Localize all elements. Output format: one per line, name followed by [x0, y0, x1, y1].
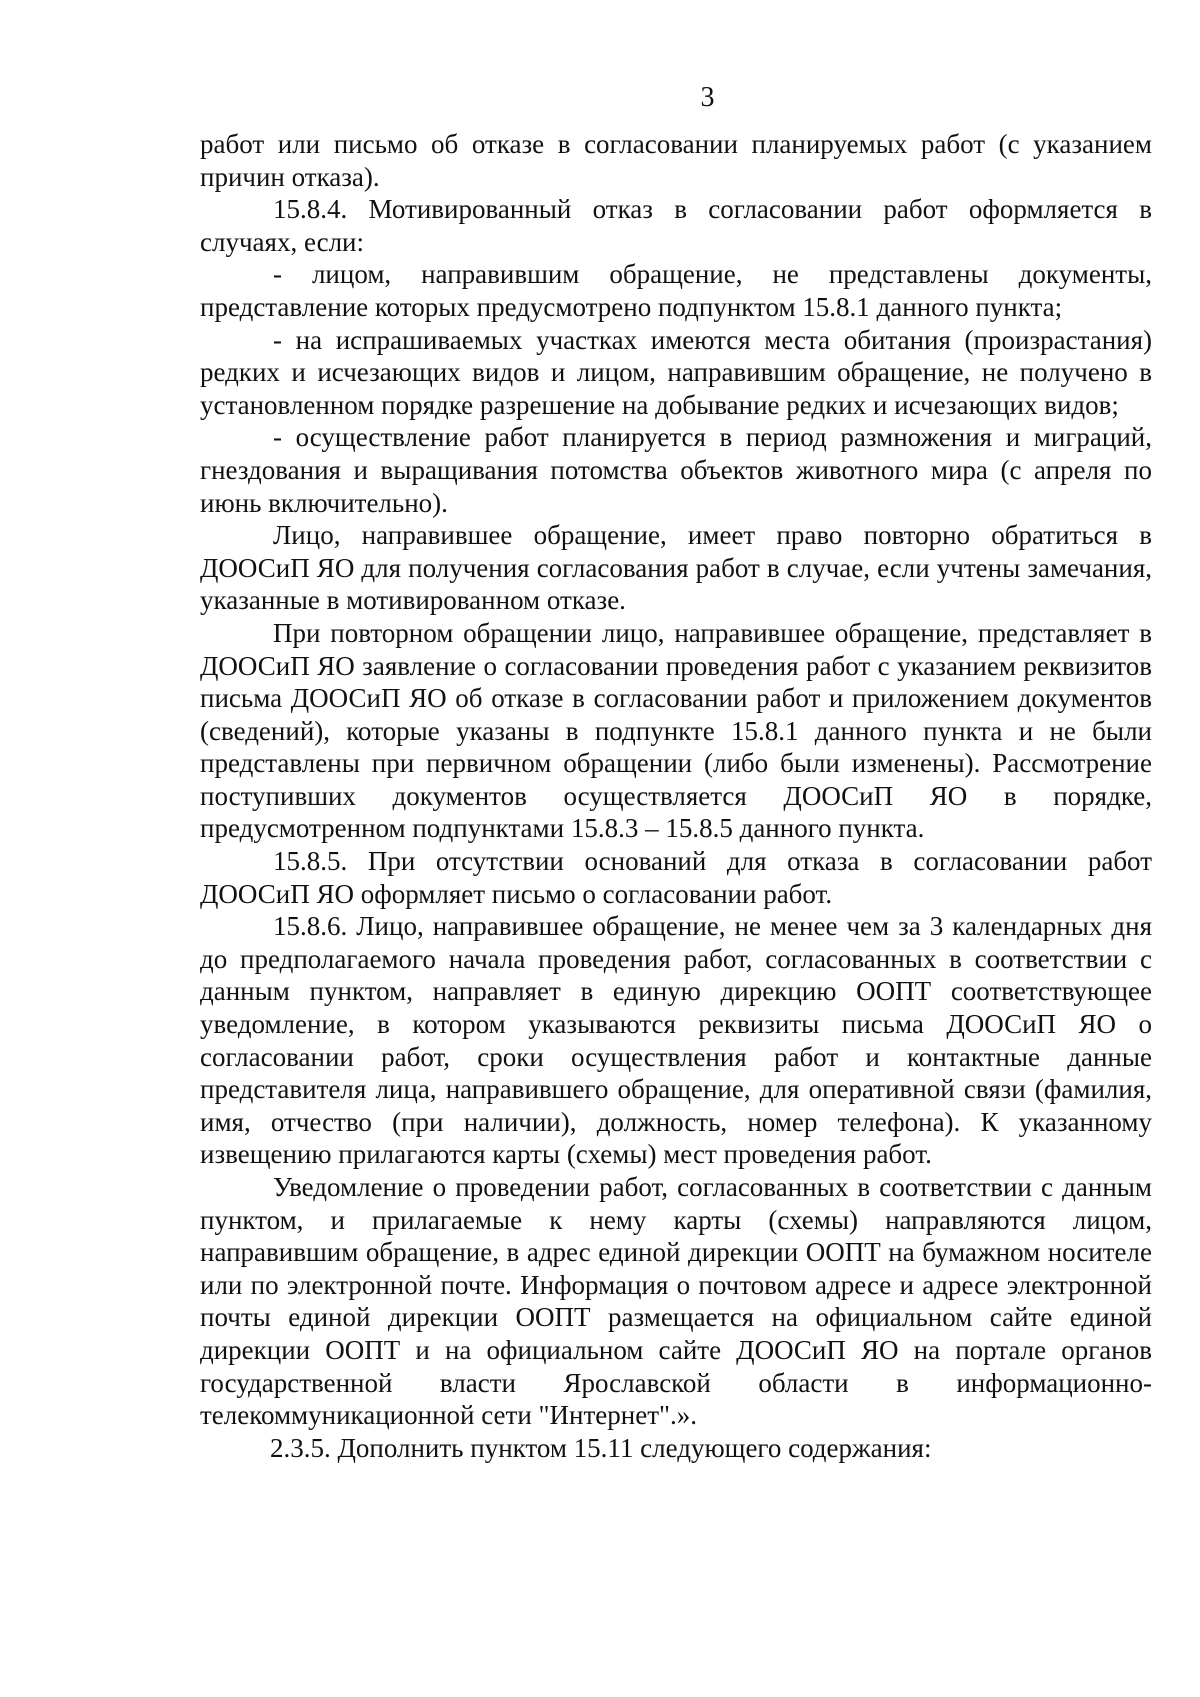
paragraph-15-8-5: 15.8.5. При отсутствии оснований для отказа в согласовании работ ДООСиП ЯО оформляет письмо о согласовании работ.	[200, 846, 1152, 909]
paragraph-reapply-right: Лицо, направившее обращение, имеет право повторно обратиться в ДООСиП ЯО для получения согласования работ в случае, если учтены замечания, указанные в мотивированном отказе.	[200, 520, 1152, 616]
list-item-rare-species: - на испрашиваемых участках имеются места обитания (произрастания) редких и исчезающих видов и лицом, направившим обращение, не получено в установленном порядке разрешение на добывание редких и исчезающих видов;	[200, 324, 1152, 420]
paragraph-2-3-5: 2.3.5. Дополнить пунктом 15.11 следующего содержания:	[270, 1432, 932, 1463]
paragraph-notification: Уведомление о проведении работ, согласованных в соответствии с данным пунктом, и прилагаемые к нему карты (схемы) направляются лицом, направившим обращение, в адрес единой дирекции ООПТ на бумажном носителе или по электронной почте. Информация о почтовом адресе и адресе электронной почты единой дирекции ООПТ размещается на официальном сайте единой дирекции ООПТ и на официальном сайте ДООСиП ЯО на портале органов государственной власти Ярославской области в информационно-телекоммуникационной сети "Интернет".».	[200, 1172, 1152, 1431]
list-item-documents: - лицом, направившим обращение, не представлены документы, представление которых предусмотрено подпунктом 15.8.1 данного пункта;	[200, 259, 1152, 322]
paragraph-15-8-4: 15.8.4. Мотивированный отказ в согласовании работ оформляется в случаях, если:	[200, 194, 1152, 257]
page-number: 3	[700, 82, 715, 113]
paragraph-continuation: работ или письмо об отказе в согласовании планируемых работ (с указанием причин отказа).	[200, 129, 1152, 192]
paragraph-repeat-request: При повторном обращении лицо, направившее обращение, представляет в ДООСиП ЯО заявление о согласовании проведения работ с указанием реквизитов письма ДООСиП ЯО об отказе в согласовании работ и приложением документов (сведений), которые указаны в подпункте 15.8.1 данного пункта и не были представлены при первичном обращении (либо были изменены). Рассмотрение поступивших документов осуществляется ДООСиП ЯО в порядке, предусмотренном подпунктами 15.8.3 – 15.8.5 данного пункта.	[200, 617, 1152, 844]
paragraph-15-8-6: 15.8.6. Лицо, направившее обращение, не менее чем за 3 календарных дня до предполагаемого начала проведения работ, согласованных в соответствии с данным пунктом, направляет в единую дирекцию ООПТ соответствующее уведомление, в котором указываются реквизиты письма ДООСиП ЯО о согласовании работ, сроки осуществления работ и контактные данные представителя лица, направившего обращение, для оперативной связи (фамилия, имя, отчество (при наличии), должность, номер телефона). К указанному извещению прилагаются карты (схемы) мест проведения работ.	[200, 911, 1152, 1170]
list-item-breeding-period: - осуществление работ планируется в период размножения и миграций, гнездования и выращивания потомства объектов животного мира (с апреля по июнь включительно).	[200, 422, 1152, 518]
document-body	[200, 128, 1152, 1464]
